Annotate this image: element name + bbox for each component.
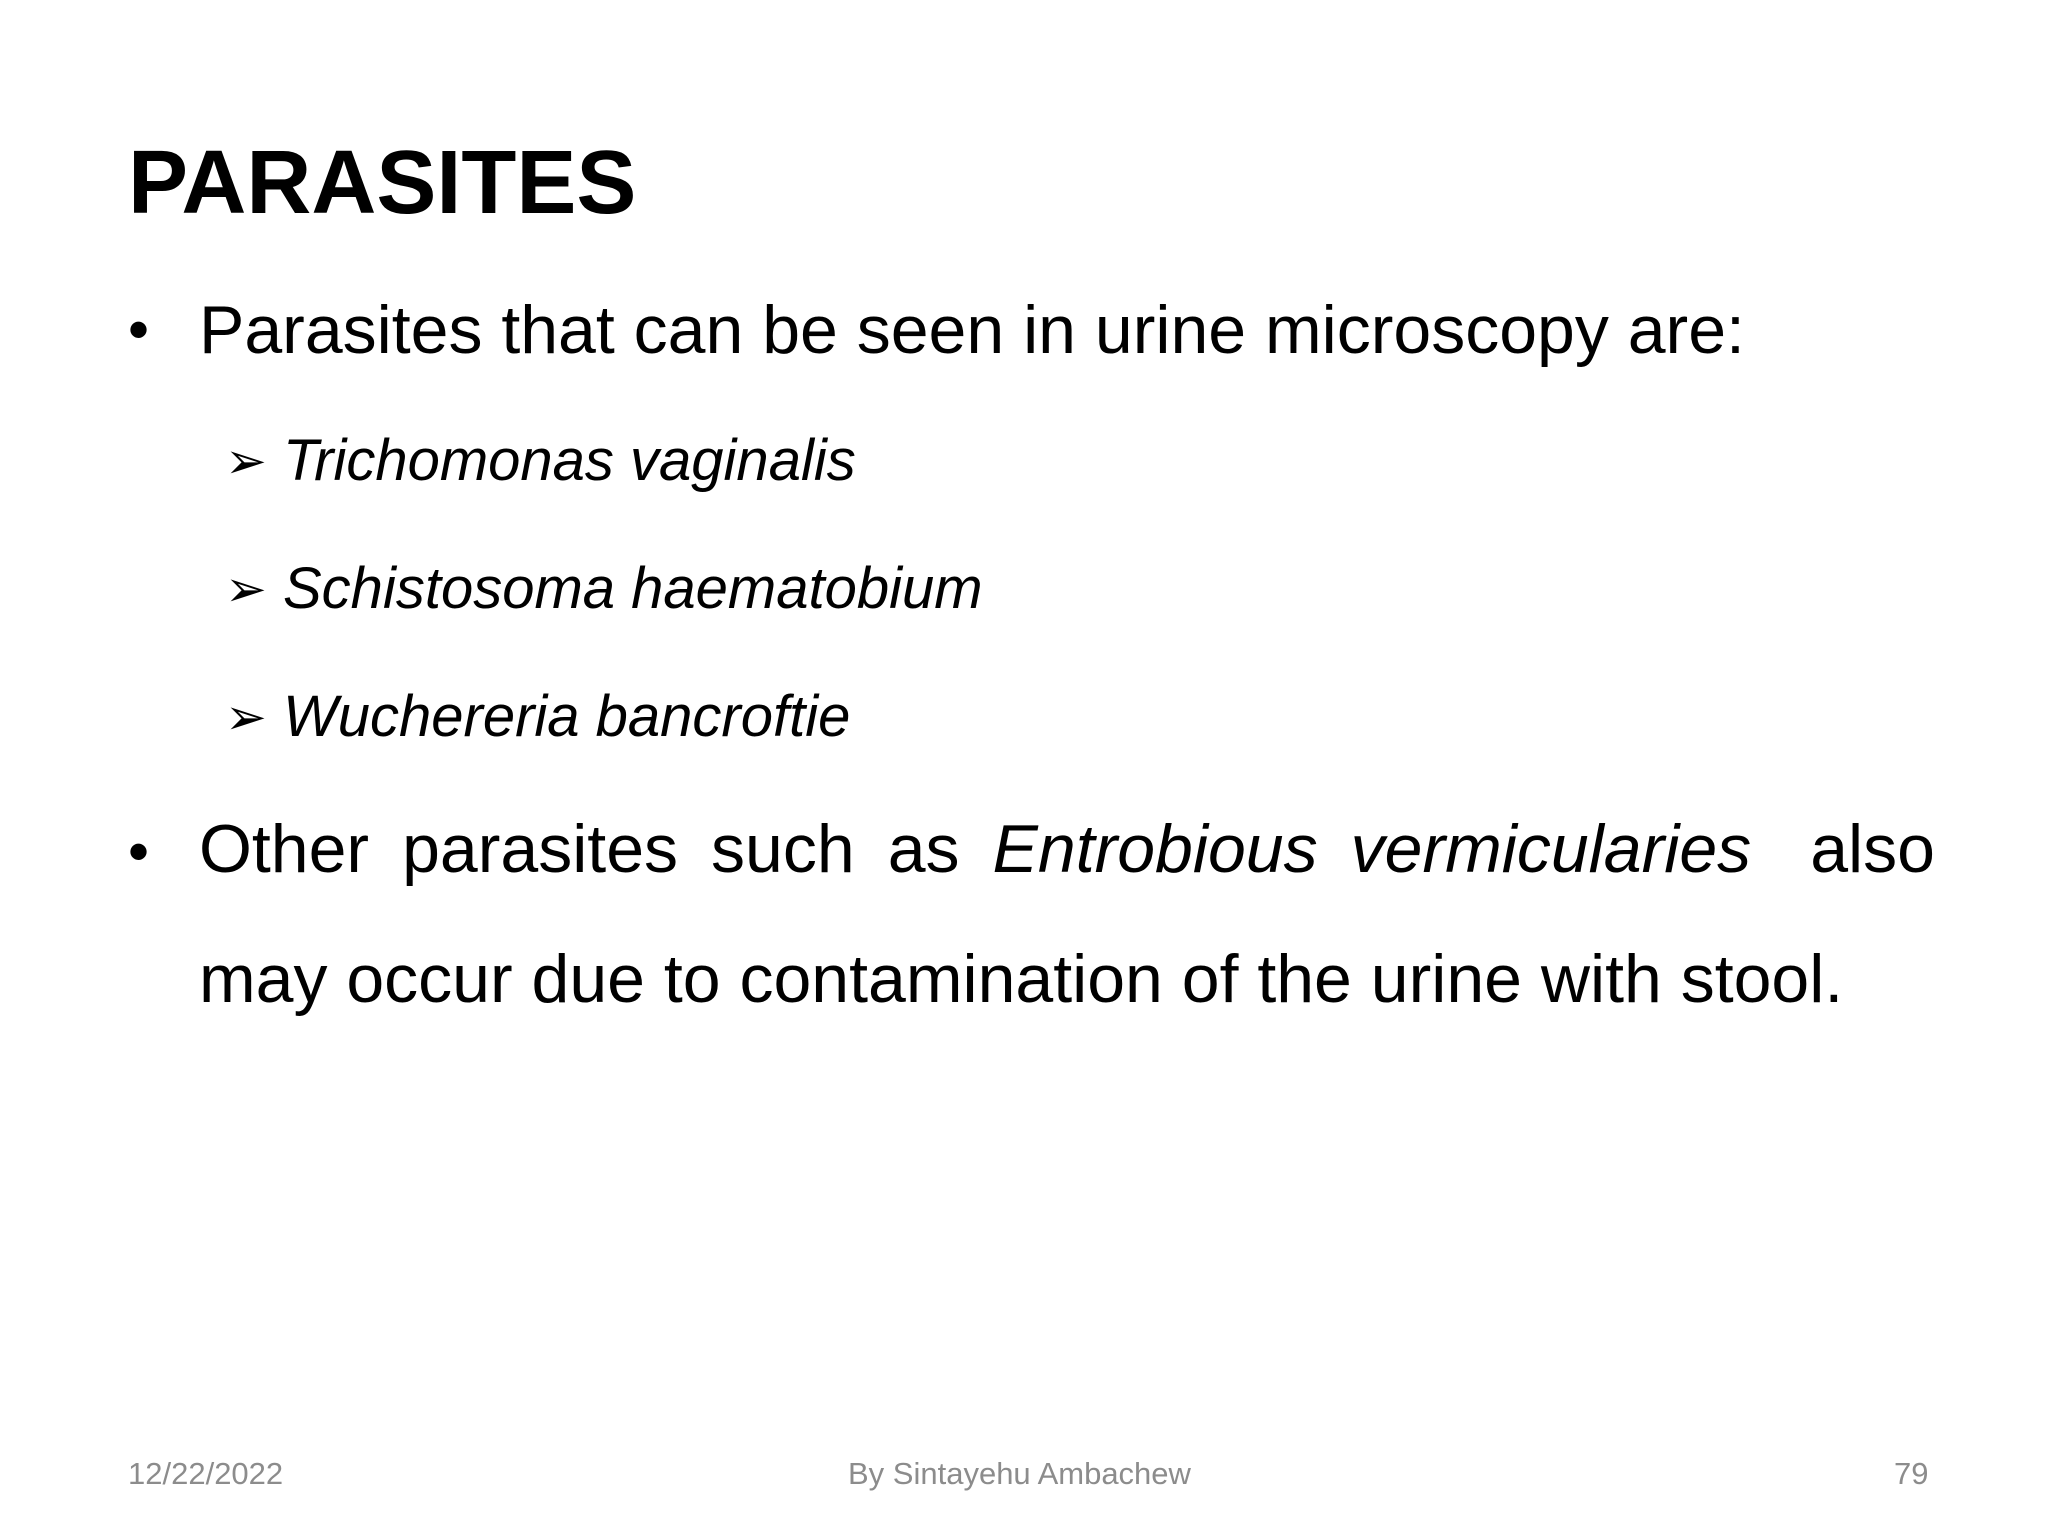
word: Other (199, 811, 370, 887)
word: such (711, 811, 855, 887)
footer-author: By Sintayehu Ambachew (848, 1456, 1191, 1491)
bullet-text: Parasites that can be seen in urine microscopy are: (199, 292, 1745, 368)
word: parasites (402, 811, 679, 887)
bullet-text-line-2: may occur due to contamination of the urine with stool. (199, 941, 1844, 1017)
bullet-marker: • (128, 296, 150, 363)
word: also (1810, 811, 1935, 887)
arrow-bullet-icon: ➢ (225, 561, 267, 617)
bullet-marker: • (128, 818, 150, 885)
footer-page-number: 79 (1894, 1456, 1929, 1491)
arrow-bullet-icon: ➢ (225, 689, 267, 745)
sub-item-label: Wuchereria bancroftie (283, 684, 851, 749)
sub-item-label: Trichomonas vaginalis (283, 428, 856, 493)
bullet-text-line-1 (199, 784, 1935, 914)
word: as (887, 811, 960, 887)
sub-item-wuchereria (225, 682, 850, 752)
slide-title: PARASITES (128, 133, 637, 233)
species-word: Entrobious (992, 811, 1318, 887)
arrow-bullet-icon: ➢ (225, 433, 267, 489)
sub-item-trichomonas (225, 426, 856, 496)
bullet-item-2 (199, 784, 1935, 1044)
bullet-item-1 (0, 290, 2048, 370)
species-word: vermicularies (1350, 811, 1752, 887)
sub-item-label: Schistosoma haematobium (283, 556, 983, 621)
sub-item-schistosoma (225, 554, 983, 624)
footer-date: 12/22/2022 (128, 1456, 284, 1491)
